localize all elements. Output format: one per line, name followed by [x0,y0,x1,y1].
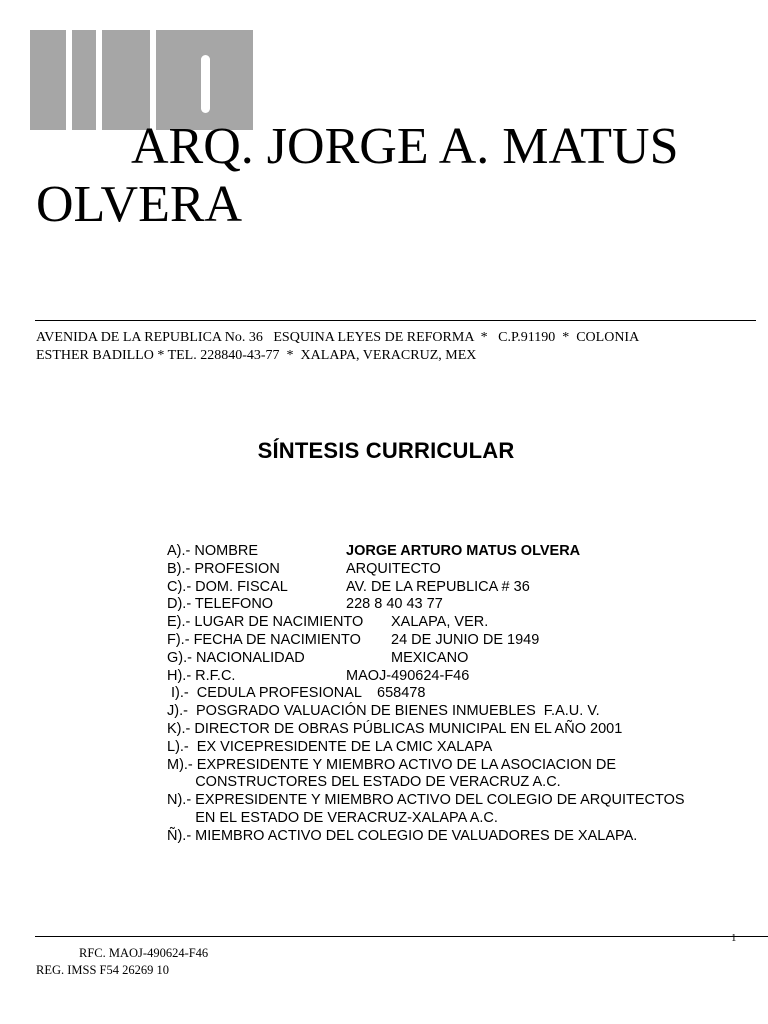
cv-item [167,739,747,757]
cv-item-text: M).- EXPRESIDENTE Y MIEMBRO ACTIVO DE LA ASOCIACION DE [167,756,617,773]
cv-item-text: Ñ).- MIEMBRO ACTIVO DEL COLEGIO DE VALUADORES DE XALAPA. [167,827,638,844]
field-value-profesion: ARQUITECTO [346,560,441,577]
field-label-dom-fiscal: C).- DOM. FISCAL [167,578,288,595]
section-heading: SÍNTESIS CURRICULAR [257,438,515,463]
page-number: 1 [731,932,737,944]
cv-item-text: L).- EX VICEPRESIDENTE DE LA CMIC XALAPA [167,738,493,755]
field-label-cedula: I).- CEDULA PROFESIONAL [167,685,362,702]
cv-item-text: EN EL ESTADO DE VERACRUZ-XALAPA A.C. [167,809,498,826]
cv-field-row [167,685,747,703]
field-value-telefono: 228 8 40 43 77 [346,596,443,613]
cv-item [167,828,747,846]
cv-item-text: CONSTRUCTORES DEL ESTADO DE VERACRUZ A.C. [167,774,561,791]
cv-item [167,703,747,721]
logo-bar-1 [30,30,66,130]
cv-item-text: J).- POSGRADO VALUACIÓN DE BIENES INMUEBLES F.A.U. V. [167,703,600,720]
name-line-1: ARQ. JORGE A. MATUS [131,118,679,175]
field-label-telefono: D).- TELEFONO [167,596,274,613]
cv-item [167,774,747,792]
name-line-2: OLVERA [36,176,243,233]
footer-imss: REG. IMSS F54 26269 10 [36,963,170,977]
cv-item [167,721,747,739]
field-value-dom-fiscal: AV. DE LA REPUBLICA # 36 [346,578,530,595]
cv-field-row [167,668,747,686]
cv-field-row [167,614,747,632]
field-label-profesion: B).- PROFESION [167,560,280,577]
cv-field-row [167,596,747,614]
logo-bar-3 [102,30,150,130]
cv-field-row [167,579,747,597]
field-label-lugar-nacimiento: E).- LUGAR DE NACIMIENTO [167,614,364,631]
field-value-fecha-nacimiento: 24 DE JUNIO DE 1949 [391,631,540,648]
address-line-1: AVENIDA DE LA REPUBLICA No. 36 ESQUINA LEYES DE REFORMA * C.P.91190 * COLONIA [36,330,640,345]
field-value-lugar-nacimiento: XALAPA, VER. [391,614,489,631]
field-label-fecha-nacimiento: F).- FECHA DE NACIMIENTO [167,631,361,648]
cv-item [167,792,747,810]
field-label-nombre: A).- NOMBRE [167,543,259,559]
cv-field-row [167,650,747,668]
cv-item-text: N).- EXPRESIDENTE Y MIEMBRO ACTIVO DEL COLEGIO DE ARQUITECTOS [167,792,685,809]
cv-item [167,757,747,775]
footer-rfc: RFC. MAOJ-490624-F46 [79,946,209,960]
cv-field-row [167,632,747,650]
address-block [36,329,736,365]
logo-bar-2 [72,30,96,130]
field-value-rfc: MAOJ-490624-F46 [346,667,470,684]
header-divider [35,320,756,321]
cv-item-text: K).- DIRECTOR DE OBRAS PÚBLICAS MUNICIPAL EN EL AÑO 2001 [167,720,623,737]
letterhead-title [36,118,756,234]
cv-field-row [167,543,747,561]
footer-divider [35,936,768,937]
cv-item [167,810,747,828]
field-label-nacionalidad: G).- NACIONALIDAD [167,649,305,666]
field-label-rfc: H).- R.F.C. [167,667,236,684]
field-value-nombre: JORGE ARTURO MATUS OLVERA [346,543,581,559]
field-value-nacionalidad: MEXICANO [391,649,469,666]
cv-field-row [167,561,747,579]
cv-list [167,543,747,846]
address-line-2: ESTHER BADILLO * TEL. 228840-43-77 * XALAPA, VERACRUZ, MEX [36,348,477,363]
logo-slot [201,55,210,113]
field-value-cedula: 658478 [377,685,426,702]
